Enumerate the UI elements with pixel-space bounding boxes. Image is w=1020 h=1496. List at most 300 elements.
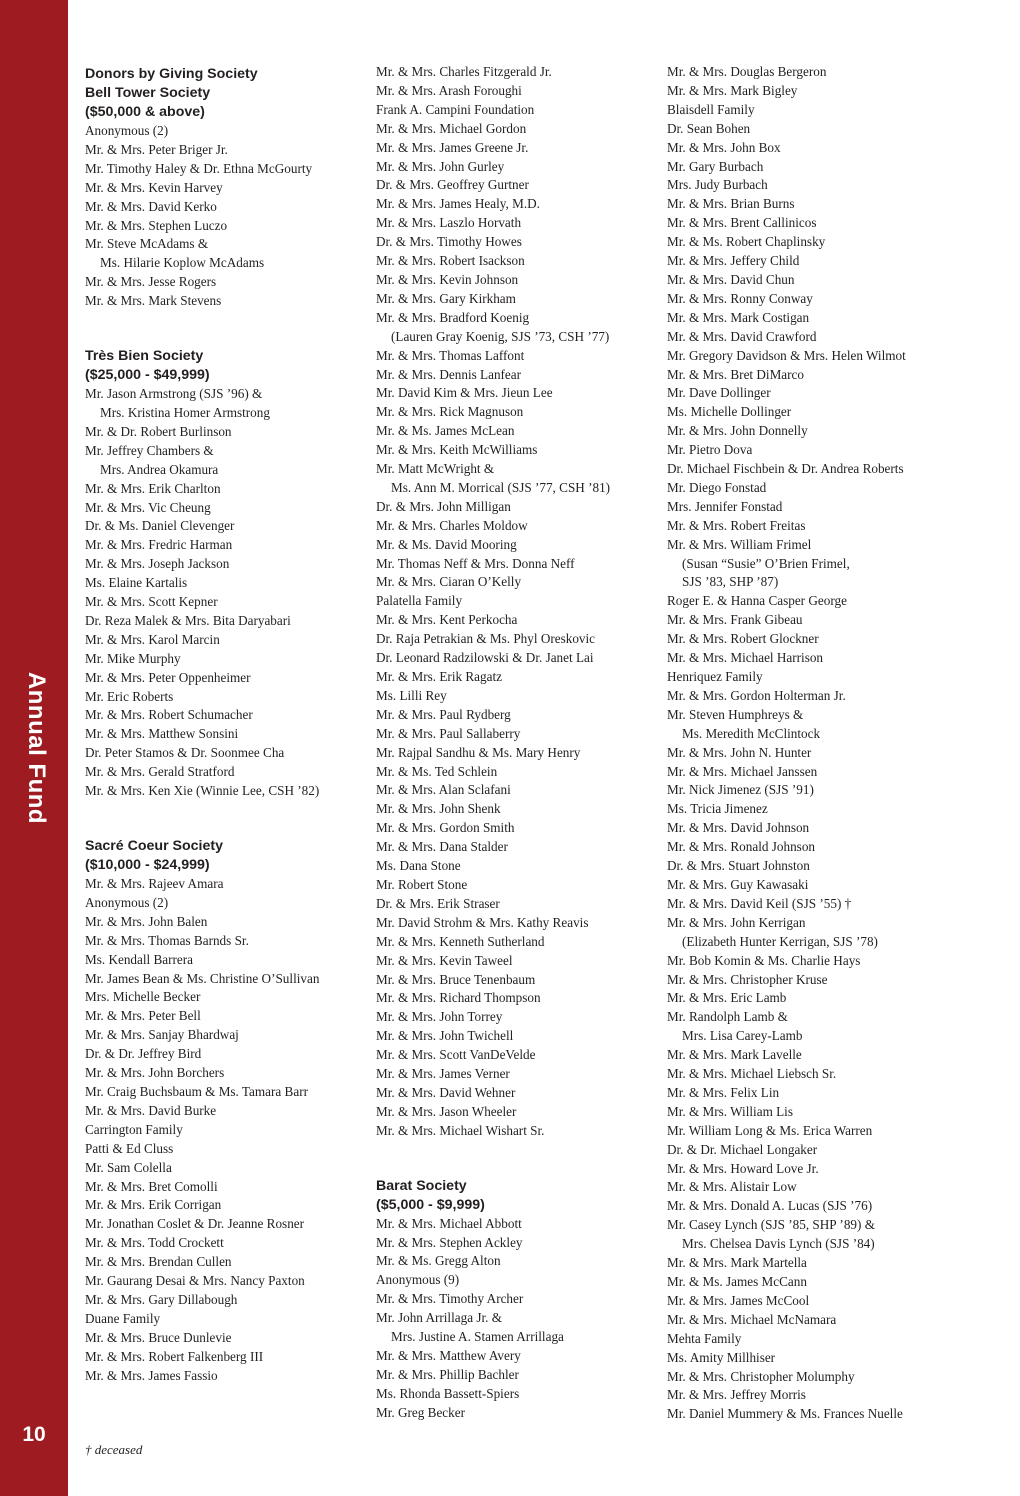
donor-name: Mr. & Mrs. Felix Lin [667, 1084, 780, 1100]
donor-name: Mr. Pietro Dova [667, 442, 753, 458]
donor-entry [85, 292, 370, 311]
donor-entry [376, 1252, 662, 1271]
donor-name: Ms. Amity Millhiser [667, 1349, 776, 1365]
donor-entry [376, 952, 662, 971]
donor-name: Mr. & Mrs. Dana Stalder [376, 839, 508, 855]
donor-name: Mr. & Mrs. David Burke [85, 1102, 217, 1118]
donor-name: Mr. & Mrs. Bruce Tenenbaum [376, 971, 536, 987]
donor-entry [85, 593, 370, 612]
donor-entry [376, 460, 662, 498]
donor-entry [667, 1122, 967, 1141]
donor-name: Mrs. Jennifer Fonstad [667, 498, 783, 514]
donor-name: Mr. & Mrs. Bret Comolli [85, 1178, 218, 1194]
donor-name: Mr. & Mrs. Robert Falkenberg III [85, 1348, 264, 1364]
donor-name-continued: Mrs. Kristina Homer Armstrong [100, 404, 270, 420]
donor-entry [85, 235, 370, 273]
donor-entry [376, 630, 662, 649]
donor-name: Mr. Steven Humphreys & [667, 706, 804, 722]
donor-entry [85, 612, 370, 631]
donor-name: Mr. & Mrs. Gordon Smith [376, 820, 515, 836]
donor-name: Anonymous (2) [85, 894, 169, 910]
donor-entry [376, 1103, 662, 1122]
donor-name: Mr. & Mrs. Mark Stevens [85, 293, 222, 309]
donor-name-continued: Ms. Hilarie Koplow McAdams [100, 255, 265, 271]
donor-name: Mr. Gary Burbach [667, 158, 764, 174]
donor-name: Mr. & Mrs. Erik Corrigan [85, 1197, 222, 1213]
society-range: ($25,000 - $49,999) [85, 367, 210, 384]
donor-name: Mr. & Mrs. Alistair Low [667, 1179, 797, 1195]
donor-name: Mr. Greg Becker [376, 1404, 465, 1420]
donor-entry [376, 403, 662, 422]
donor-entry [376, 271, 662, 290]
society-range: ($50,000 & above) [85, 104, 205, 120]
donor-name: Mr. & Mrs. Scott Kepner [85, 594, 218, 610]
donor-entry [376, 441, 662, 460]
donor-entry [85, 217, 370, 236]
donor-name: Ms. Kendall Barrera [85, 951, 194, 967]
donor-entry [85, 179, 370, 198]
donor-name: Mr. & Mrs. Gary Kirkham [376, 290, 516, 306]
donor-entry [376, 1046, 662, 1065]
donor-entry [376, 914, 662, 933]
donor-list [85, 385, 370, 801]
donor-name: Mr. & Mrs. Scott VanDeVelde [376, 1047, 536, 1063]
donor-entry [376, 1290, 662, 1309]
donor-name: Dr. Leonard Radzilowski & Dr. Janet Lai [376, 650, 594, 666]
donor-entry [85, 536, 370, 555]
donor-name: Mr. & Mrs. Kevin Harvey [85, 179, 223, 195]
donor-name: Mr. & Mrs. Mark Bigley [667, 82, 798, 98]
donor-entry [376, 1084, 662, 1103]
donor-entry [376, 1065, 662, 1084]
donor-name: Dr. & Ms. Daniel Clevenger [85, 518, 235, 534]
donor-entry [85, 442, 370, 480]
donor-entry [85, 1234, 370, 1253]
donor-entry [85, 1159, 370, 1178]
donor-name: Mr. Randolph Lamb & [667, 1009, 788, 1025]
donor-name: Mr. Jeffrey Chambers & [85, 442, 214, 458]
section-title: Donors by Giving Society [85, 66, 258, 82]
donor-name: Anonymous (2) [85, 123, 169, 138]
donor-entry [667, 1197, 967, 1216]
donor-entry [667, 1368, 967, 1387]
donor-name: Mr. & Mrs. Michael Harrison [667, 650, 824, 666]
donor-entry [667, 1103, 967, 1122]
donor-name: Mr. & Mrs. William Lis [667, 1103, 793, 1119]
donor-entry [85, 1026, 370, 1045]
donor-entry [376, 233, 662, 252]
donor-entry [376, 1385, 662, 1404]
donor-entry [85, 1367, 370, 1386]
donor-entry [667, 1386, 967, 1405]
donor-entry [376, 781, 662, 800]
donor-entry [85, 669, 370, 688]
donor-entry [667, 176, 967, 195]
donor-name: Mr. & Mrs. Erik Charlton [85, 480, 221, 496]
donor-entry [85, 1140, 370, 1159]
donor-name: Mr. & Mrs. David Chun [667, 271, 795, 287]
donor-entry [376, 989, 662, 1008]
donor-entry [376, 309, 662, 347]
donor-name: Mr. & Mrs. James Fassio [85, 1367, 218, 1383]
donor-name: Mr. & Mrs. David Johnson [667, 820, 810, 836]
donor-entry [85, 273, 370, 292]
donor-entry [667, 82, 967, 101]
donor-name: Mr. & Mrs. Fredric Harman [85, 537, 233, 553]
donor-name: Mr. & Mrs. David Wehner [376, 1084, 516, 1100]
donor-name: Frank A. Campini Foundation [376, 101, 535, 117]
donor-name: Mr. & Ms. James McLean [376, 423, 515, 439]
donor-entry [85, 725, 370, 744]
donor-entry [85, 480, 370, 499]
donor-name-continued: Mrs. Chelsea Davis Lynch (SJS ’84) [682, 1236, 875, 1252]
donor-entry [376, 592, 662, 611]
donor-name: Dr. & Dr. Jeffrey Bird [85, 1046, 202, 1062]
donor-entry [667, 838, 967, 857]
donor-name: Mr. & Mrs. Michael Abbott [376, 1215, 522, 1231]
donor-entry [667, 630, 967, 649]
donor-entry [85, 951, 370, 970]
donor-entry [85, 141, 370, 160]
donor-name: Mr. Casey Lynch (SJS ’85, SHP ’89) & [667, 1217, 875, 1233]
donor-entry [376, 347, 662, 366]
donor-entry [376, 800, 662, 819]
donor-entry [667, 687, 967, 706]
donor-entry [667, 971, 967, 990]
donor-name: Mr. & Mrs. James McCool [667, 1292, 810, 1308]
donor-entry [85, 1083, 370, 1102]
donor-name: Dr. & Mrs. Geoffrey Gurtner [376, 177, 529, 193]
donor-entry [667, 101, 967, 120]
donor-name: Ms. Michelle Dollinger [667, 404, 792, 420]
donor-entry [376, 498, 662, 517]
donor-name: Mr. David Strohm & Mrs. Kathy Reavis [376, 914, 589, 930]
donor-name: Mr. & Mrs. Todd Crockett [85, 1235, 224, 1251]
donor-name: Henriquez Family [667, 669, 763, 684]
donor-entry [85, 574, 370, 593]
donor-entry [667, 120, 967, 139]
donor-entry [667, 460, 967, 479]
donor-name: Mr. & Mrs. Gerald Stratford [85, 764, 235, 780]
donor-entry [667, 233, 967, 252]
donor-entry [376, 536, 662, 555]
donor-entry [667, 1141, 967, 1160]
donor-entry [667, 706, 967, 744]
donor-name: Mr. & Mrs. Kenneth Sutherland [376, 933, 545, 949]
donor-entry [376, 876, 662, 895]
donor-name: Mr. & Mrs. Ken Xie (Winnie Lee, CSH ’82) [85, 783, 320, 799]
donor-entry [376, 725, 662, 744]
donor-name: Mr. & Mrs. John Torrey [376, 1009, 503, 1025]
donor-entry [376, 158, 662, 177]
donor-entry [376, 1215, 662, 1234]
donor-list [376, 63, 662, 1141]
donor-entry [85, 875, 370, 894]
donor-entry [667, 876, 967, 895]
donor-name: Mr. & Mrs. David Crawford [667, 328, 817, 344]
donor-entry [85, 1102, 370, 1121]
donor-name: Mr. & Mrs. John Shenk [376, 801, 501, 817]
donor-name: Mr. & Mrs. Bradford Koenig [376, 309, 530, 325]
donor-entry [85, 499, 370, 518]
donor-name-continued: Mrs. Andrea Okamura [100, 461, 219, 477]
donor-name: Mr. & Mrs. Douglas Bergeron [667, 64, 827, 79]
donor-list [85, 875, 370, 1385]
donor-entry [376, 555, 662, 574]
donor-name: Dr. Reza Malek & Mrs. Bita Daryabari [85, 612, 291, 628]
donor-name: Mr. Thomas Neff & Mrs. Donna Neff [376, 555, 575, 571]
donor-name: Mr. & Mrs. Christopher Molumphy [667, 1368, 855, 1384]
donor-name: Mr. & Ms. Ted Schlein [376, 763, 498, 779]
donor-entry [376, 971, 662, 990]
donor-entry [667, 290, 967, 309]
donor-name: Mr. & Mrs. Michael Wishart Sr. [376, 1122, 545, 1138]
donor-entry [376, 857, 662, 876]
donor-entry [667, 384, 967, 403]
donor-name: Dr. & Mrs. John Milligan [376, 498, 511, 514]
donor-entry [667, 1292, 967, 1311]
donor-entry [667, 63, 967, 82]
donor-name: Ms. Rhonda Bassett-Spiers [376, 1385, 520, 1401]
donor-name: Mr. & Mrs. Erik Ragatz [376, 669, 502, 684]
donor-entry [376, 706, 662, 725]
donor-name: Mr. & Mrs. James Greene Jr. [376, 139, 529, 155]
donor-name: Mr. & Dr. Robert Burlinson [85, 423, 232, 439]
donor-entry [376, 763, 662, 782]
donor-entry [376, 290, 662, 309]
donor-name: Mr. Steve McAdams & [85, 236, 209, 252]
donor-name: Mr. & Mrs. Phillip Bachler [376, 1366, 519, 1382]
donor-name: Mr. & Mrs. Robert Freitas [667, 517, 806, 533]
donor-name: Mr. & Mrs. Richard Thompson [376, 990, 541, 1006]
donor-name: Mr. & Mrs. Peter Briger Jr. [85, 141, 228, 157]
donor-name: Mr. & Mrs. Rick Magnuson [376, 404, 524, 420]
donor-entry [85, 1215, 370, 1234]
donor-entry [85, 744, 370, 763]
donor-entry [667, 895, 967, 914]
donor-entry [667, 800, 967, 819]
donor-name: Mr. Bob Komin & Ms. Charlie Hays [667, 952, 861, 968]
donor-entry [85, 122, 370, 141]
donor-entry [667, 1160, 967, 1179]
donor-name: Mr. & Mrs. James Healy, M.D. [376, 196, 540, 212]
donor-list [376, 1215, 662, 1423]
donor-name: Blaisdell Family [667, 101, 755, 117]
donor-name: Mr. & Mrs. Dennis Lanfear [376, 366, 522, 382]
donor-entry [85, 1329, 370, 1348]
donor-entry [376, 573, 662, 592]
donor-name: Mr. Diego Fonstad [667, 479, 767, 495]
donor-entry [667, 1311, 967, 1330]
donor-name: Mr. & Mrs. Ciaran O’Kelly [376, 574, 522, 590]
donor-entry [376, 1027, 662, 1046]
donor-name: Mr. & Mrs. Paul Rydberg [376, 706, 511, 722]
donor-entry [85, 894, 370, 913]
donor-name-continued: Mrs. Justine A. Stamen Arrillaga [391, 1329, 564, 1345]
donor-name: Mr. Gregory Davidson & Mrs. Helen Wilmot [667, 347, 906, 363]
donor-entry [85, 1253, 370, 1272]
donor-entry [376, 82, 662, 101]
donor-name: Mr. & Mrs. Mark Lavelle [667, 1047, 802, 1063]
donor-name: Mr. & Mrs. Karol Marcin [85, 631, 220, 647]
donor-name: Mr. & Mrs. Christopher Kruse [667, 971, 828, 987]
donor-name: Mr. & Ms. Gregg Alton [376, 1253, 501, 1269]
donor-entry [667, 1273, 967, 1292]
donor-name: Mr. & Mrs. Sanjay Bhardwaj [85, 1027, 239, 1043]
donor-entry [667, 592, 967, 611]
donor-name-continued: Mrs. Lisa Carey-Lamb [682, 1028, 803, 1044]
society-block [376, 1177, 662, 1423]
donor-name: Mr. & Mrs. Michael Gordon [376, 120, 527, 136]
donor-entry [376, 517, 662, 536]
donor-name: Dr. Sean Bohen [667, 120, 751, 136]
donor-name: Mr. Matt McWright & [376, 461, 495, 477]
donor-name: Mr. & Mrs. Eric Lamb [667, 990, 787, 1006]
society-block [85, 84, 370, 311]
donor-entry [667, 214, 967, 233]
donor-name: Duane Family [85, 1310, 161, 1326]
donor-name: Palatella Family [376, 593, 463, 609]
sidebar [0, 0, 68, 1496]
donor-entry [667, 1330, 967, 1349]
donor-name: Mr. & Mrs. Jesse Rogers [85, 274, 217, 290]
donor-entry [376, 214, 662, 233]
donor-entry [376, 611, 662, 630]
donor-name: Mr. & Mrs. Kevin Johnson [376, 271, 519, 287]
donor-name: Mr. & Mrs. Brendan Cullen [85, 1254, 232, 1270]
donor-entry [376, 252, 662, 271]
donor-entry [376, 649, 662, 668]
donor-entry [376, 101, 662, 120]
donor-name: Mr. & Mrs. Peter Oppenheimer [85, 669, 251, 685]
donor-name: Mr. Dave Dollinger [667, 385, 771, 401]
donor-name: Mr. & Mrs. Thomas Laffont [376, 347, 525, 363]
donor-name: Dr. & Dr. Michael Longaker [667, 1141, 818, 1157]
donor-entry [376, 195, 662, 214]
donor-entry [667, 1405, 967, 1424]
donor-entry [667, 1046, 967, 1065]
donor-entry [376, 139, 662, 158]
page-number: 10 [22, 1423, 46, 1446]
donor-entry [376, 1234, 662, 1253]
donor-name: Mr. Mike Murphy [85, 650, 181, 666]
donor-entry [667, 744, 967, 763]
donor-name: Mr. James Bean & Ms. Christine O’Sullivan [85, 970, 320, 986]
donor-name: Anonymous (9) [376, 1272, 460, 1288]
donor-name: Mr. & Mrs. Rajeev Amara [85, 876, 224, 891]
donor-entry [376, 838, 662, 857]
donor-entry [667, 403, 967, 422]
donor-name: Ms. Elaine Kartalis [85, 575, 188, 591]
donor-entry [667, 479, 967, 498]
donor-entry [85, 1272, 370, 1291]
donor-name: Mr. & Mrs. John Box [667, 139, 781, 155]
donor-entry [376, 895, 662, 914]
donor-name: Mr. & Mrs. Michael Liebsch Sr. [667, 1066, 837, 1082]
donor-entry [85, 385, 370, 423]
donor-name: Mr. Nick Jimenez (SJS ’91) [667, 782, 814, 798]
donor-entry [667, 763, 967, 782]
donor-name: Mr. & Mrs. John N. Hunter [667, 744, 812, 760]
donor-name: Mr. Rajpal Sandhu & Ms. Mary Henry [376, 744, 581, 760]
donor-entry [85, 1007, 370, 1026]
donor-name: Mr. Gaurang Desai & Mrs. Nancy Paxton [85, 1273, 305, 1289]
donor-entry [85, 1196, 370, 1215]
donor-entry [85, 517, 370, 536]
donor-name: Mr. & Mrs. Gordon Holterman Jr. [667, 687, 846, 703]
donor-entry [667, 989, 967, 1008]
donor-entry [85, 160, 370, 179]
donor-name: Mr. & Mrs. William Frimel [667, 536, 812, 552]
donor-entry [376, 366, 662, 385]
donor-name: Mr. & Mrs. James Verner [376, 1066, 510, 1082]
donor-name: Mr. & Mrs. Alan Sclafani [376, 782, 511, 798]
donor-name: Dr. Michael Fischbein & Dr. Andrea Roberts [667, 461, 904, 477]
donor-name: Mr. John Arrillaga Jr. & [376, 1310, 503, 1326]
donor-entry [85, 1045, 370, 1064]
donor-entry [376, 176, 662, 195]
donor-name: Mr. & Ms. James McCann [667, 1274, 807, 1289]
donor-name: Mr. & Mrs. Peter Bell [85, 1008, 201, 1024]
donor-name: Mr. & Mrs. David Kerko [85, 198, 217, 214]
donor-name: Ms. Dana Stone [376, 858, 461, 874]
donor-entry [667, 158, 967, 177]
donor-name: Mr. & Mrs. Brian Burns [667, 196, 795, 212]
donor-name: Mr. & Mrs. Guy Kawasaki [667, 876, 809, 892]
donor-name: Mr. & Mrs. Ronny Conway [667, 290, 813, 306]
donor-entry [667, 139, 967, 158]
donor-entry [667, 1008, 967, 1046]
donor-name: Mr. Eric Roberts [85, 688, 174, 704]
donor-list [667, 63, 967, 1424]
donor-name: Mr. & Mrs. Robert Isackson [376, 253, 525, 269]
donor-entry [376, 1271, 662, 1290]
donor-name-continued: (Lauren Gray Koenig, SJS ’73, CSH ’77) [391, 328, 610, 344]
donor-entry [376, 1404, 662, 1423]
donor-entry [667, 649, 967, 668]
donor-list [85, 122, 370, 311]
donor-entry [667, 1254, 967, 1273]
donor-entry [376, 687, 662, 706]
donor-name: Ms. Tricia Jimenez [667, 801, 768, 817]
donor-entry [376, 668, 662, 687]
donor-entry [376, 819, 662, 838]
donor-entry [85, 631, 370, 650]
donor-entry [667, 952, 967, 971]
donor-name: Mr. & Mrs. Bret DiMarco [667, 366, 804, 382]
society-name: Barat Society [376, 1177, 467, 1194]
donor-name: Mr. & Mrs. Stephen Luczo [85, 217, 228, 233]
section-label: Annual Fund [23, 671, 50, 825]
donor-name: Mr. Craig Buchsbaum & Ms. Tamara Barr [85, 1083, 308, 1099]
donor-name: Ms. Lilli Rey [376, 687, 447, 703]
donor-name: Mr. & Mrs. Matthew Sonsini [85, 726, 239, 742]
donor-name: Mr. & Mrs. Matthew Avery [376, 1348, 521, 1363]
society-block [376, 63, 662, 1141]
donor-name: Mehta Family [667, 1330, 742, 1346]
donor-name: Roger E. & Hanna Casper George [667, 593, 847, 609]
donor-entry [667, 252, 967, 271]
donor-name: Mr. & Mrs. Howard Love Jr. [667, 1160, 819, 1176]
donor-name: Mr. & Mrs. Vic Cheung [85, 499, 211, 515]
donor-entry [376, 1366, 662, 1385]
donor-entry [376, 384, 662, 403]
donor-entry [376, 1309, 662, 1347]
donor-entry [667, 611, 967, 630]
society-name: Très Bien Society [85, 348, 204, 365]
donor-name: Mr. & Mrs. Laszlo Horvath [376, 215, 522, 231]
donor-name: Mr. & Mrs. Ronald Johnson [667, 839, 816, 855]
